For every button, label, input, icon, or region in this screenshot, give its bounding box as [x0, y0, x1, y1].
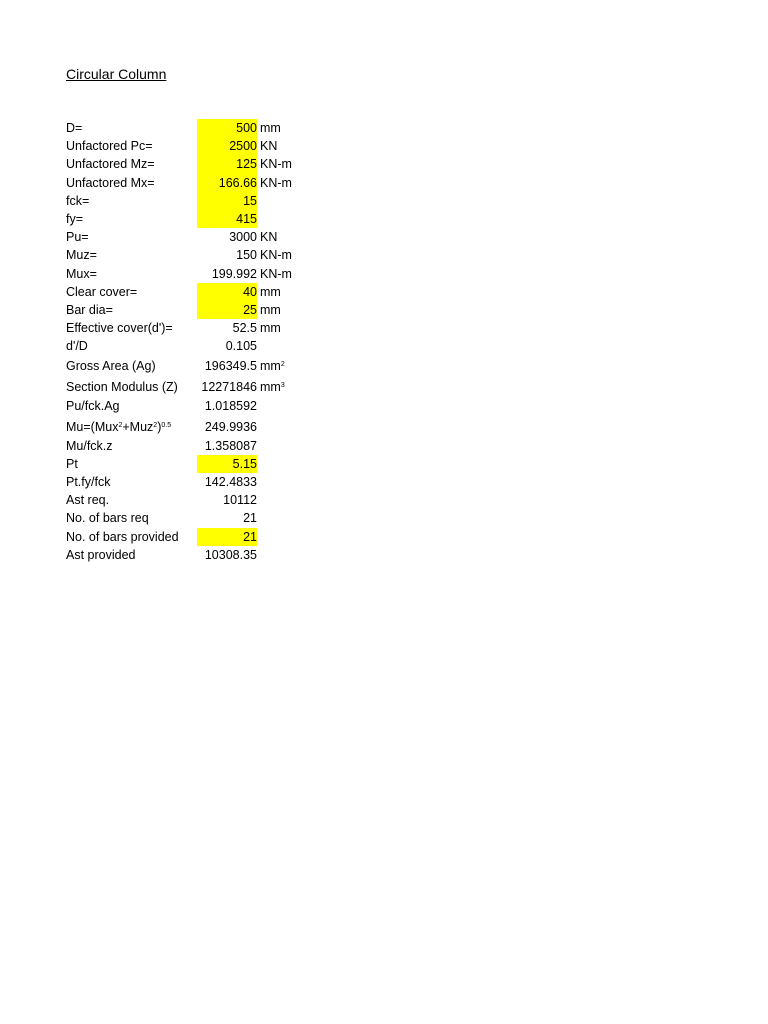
row-label: Mux=	[66, 266, 97, 281]
table-row	[66, 355, 366, 376]
value-cell: 10112	[223, 493, 257, 508]
value-cell: 3000	[229, 230, 257, 245]
page-title: Circular Column	[66, 66, 167, 82]
table-row	[66, 528, 366, 546]
unit-label: mm	[260, 321, 281, 336]
input-cell[interactable]: 500	[197, 119, 257, 137]
table-row	[66, 119, 366, 137]
row-label: Clear cover=	[66, 284, 138, 299]
input-cell[interactable]: 2500	[197, 137, 257, 155]
value-cell: 196349.5	[204, 359, 257, 374]
input-cell[interactable]: 5.15	[197, 455, 257, 473]
row-label: Ast req.	[66, 493, 110, 508]
unit-label: KN-m	[260, 175, 292, 190]
row-label: Mu/fck.z	[66, 438, 113, 453]
table-row	[66, 376, 366, 397]
row-label: Unfactored Pc=	[66, 139, 153, 154]
row-label: Ast provided	[66, 547, 136, 562]
table-row	[66, 546, 366, 564]
row-label: Pu/fck.Ag	[66, 399, 120, 414]
table-row	[66, 265, 366, 283]
row-label: Pt	[66, 456, 78, 471]
table-row	[66, 491, 366, 509]
table-row	[66, 192, 366, 210]
unit-label: KN-m	[260, 266, 292, 281]
table-row	[66, 473, 366, 491]
table-row	[66, 137, 366, 155]
table-row	[66, 416, 366, 437]
calculation-table	[66, 119, 366, 564]
row-label: d'/D	[66, 339, 88, 354]
table-row	[66, 509, 366, 527]
unit-label: $mm^3$	[260, 380, 285, 395]
unit-label: $mm^2$	[260, 359, 285, 374]
table-row	[66, 174, 366, 192]
unit-label: mm	[260, 284, 281, 299]
table-row	[66, 301, 366, 319]
table-row	[66, 283, 366, 301]
input-cell[interactable]: 15	[197, 192, 257, 210]
row-label: Unfactored Mx=	[66, 175, 155, 190]
input-cell[interactable]: 21	[197, 528, 257, 546]
row-label: fy=	[66, 211, 84, 226]
input-cell[interactable]: 415	[197, 210, 257, 228]
value-cell: 10308.35	[204, 547, 257, 562]
value-cell: 52.5	[232, 321, 257, 336]
input-cell[interactable]: 125	[197, 155, 257, 173]
value-cell: 150	[236, 248, 257, 263]
input-cell[interactable]: 25	[197, 301, 257, 319]
unit-label: KN-m	[260, 248, 292, 263]
row-label: D=	[66, 121, 83, 135]
row-label: $Mu=(Mux^2+Muz^2)^{0.5}$	[66, 419, 172, 434]
value-cell: 249.9936	[204, 419, 257, 434]
row-label: Pu=	[66, 230, 89, 245]
row-label: Gross Area (Ag)	[66, 359, 156, 374]
value-cell: 0.105	[225, 339, 257, 354]
input-cell[interactable]: 40	[197, 283, 257, 301]
value-cell: 21	[243, 511, 257, 526]
row-label: fck=	[66, 193, 90, 208]
unit-label: KN-m	[260, 157, 292, 172]
row-label: No. of bars req	[66, 511, 149, 526]
row-label: Pt.fy/fck	[66, 475, 111, 489]
row-label: Section Modulus (Z)	[66, 380, 178, 395]
row-label: Bar dia=	[66, 302, 113, 317]
table-row	[66, 246, 366, 264]
unit-label: KN	[260, 139, 278, 154]
table-row	[66, 319, 366, 337]
table-row	[66, 337, 366, 355]
table-row	[66, 397, 366, 415]
value-cell: 1.358087	[204, 438, 257, 453]
input-cell[interactable]: 166.66	[197, 174, 257, 192]
value-cell: 1.018592	[204, 399, 257, 414]
row-label: Unfactored Mz=	[66, 157, 155, 172]
value-cell: 12271846	[201, 380, 257, 395]
table-row	[66, 228, 366, 246]
table-row	[66, 437, 366, 455]
row-label: Effective cover(d')=	[66, 321, 173, 336]
row-label: No. of bars provided	[66, 529, 179, 544]
value-cell: 142.4833	[204, 475, 257, 489]
unit-label: KN	[260, 230, 278, 245]
table-row	[66, 455, 366, 473]
table-row	[66, 155, 366, 173]
table-row	[66, 210, 366, 228]
unit-label: mm	[260, 302, 281, 317]
value-cell: 199.992	[211, 266, 257, 281]
row-label: Muz=	[66, 248, 97, 263]
unit-label: mm	[260, 121, 281, 135]
